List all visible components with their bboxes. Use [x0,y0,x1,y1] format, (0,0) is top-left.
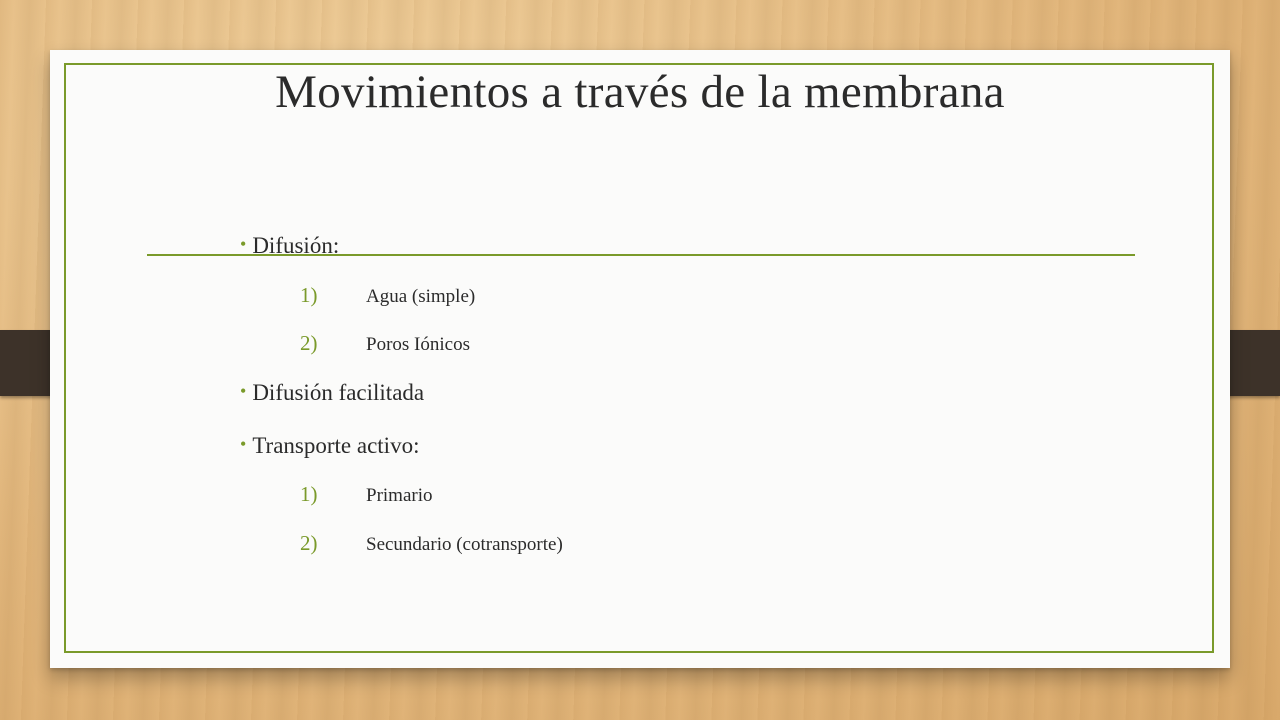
numbered-item [300,531,563,556]
item-text: Primario [366,485,433,506]
numbered-item [300,482,433,507]
bullet-text: Difusión facilitada [252,380,425,405]
slide-paper [50,50,1230,668]
bullet-item [240,380,424,406]
slide-frame [64,63,1214,653]
bullet-item [240,433,419,459]
item-text: Poros Iónicos [366,334,470,355]
item-number: 2) [300,331,318,355]
item-number: 2) [300,531,318,555]
item-text: Agua (simple) [366,286,476,307]
bullet-icon: • [240,234,247,254]
bullet-icon: • [240,381,247,401]
item-text: Secundario (cotransporte) [366,534,563,555]
item-number: 1) [300,482,318,506]
bullet-text: Transporte activo: [252,433,420,458]
bullet-icon: • [240,434,247,454]
bullet-text: Difusión: [252,233,340,258]
numbered-item [300,283,475,308]
slide-title: Movimientos a través de la membrana [275,66,1005,118]
item-number: 1) [300,283,318,307]
bullet-item [240,233,339,259]
numbered-item [300,331,470,356]
